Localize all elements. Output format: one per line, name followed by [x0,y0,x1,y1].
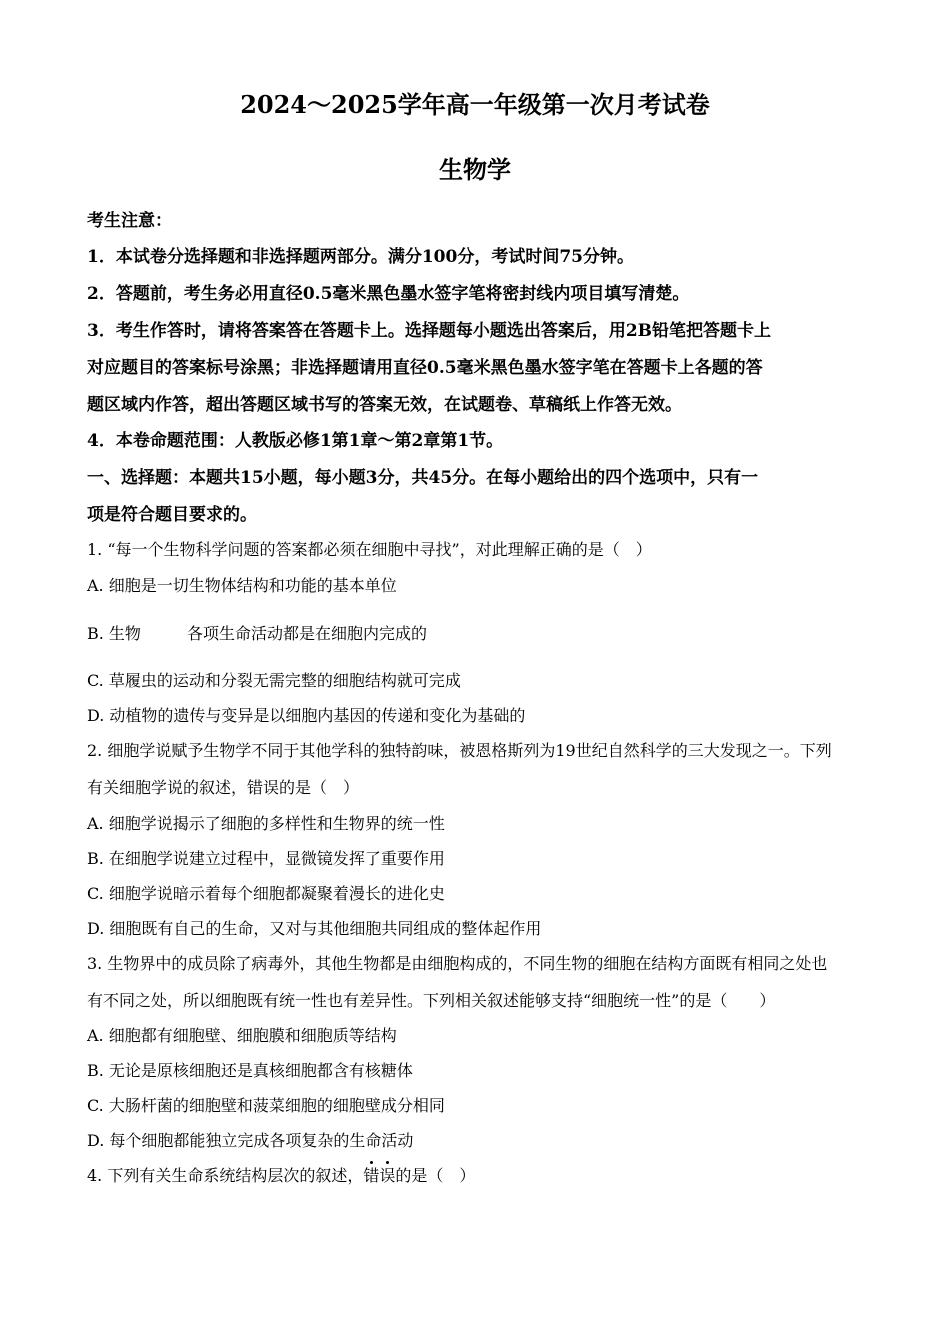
q3-stem-line-2: 有不同之处，所以细胞既有统一性也有差异性。下列相关叙述能够支持“细胞统一性”的是（ ） [87,991,776,1010]
q2-option-a: A. 细胞学说揭示了细胞的多样性和生物界的统一性 [87,814,445,833]
notice-heading: 考生注意： [87,211,172,231]
q1-option-b [87,623,877,645]
subject-title: 生物学 [439,155,511,184]
q2-stem-line-2: 有关细胞学说的叙述，错误的是（ ） [87,778,360,797]
q2-option-c: C. 细胞学说暗示着每个细胞都凝聚着漫长的进化史 [87,884,445,903]
q3-option-d: D. 每个细胞都能独立完成各项复杂的生命活动 [87,1131,414,1150]
section-heading-line-1: 一、选择题：本题共15小题，每小题3分，共45分。在每小题给出的四个选项中，只有一 [87,468,759,488]
q1-option-a: A. 细胞是一切生物体结构和功能的基本单位 [87,576,397,595]
q1-option-b-part-2: 各项生命活动都是在细胞内完成的 [186,624,427,643]
emphasis-dot-char-1: 错 [363,1166,380,1185]
q4-stem [87,1165,877,1187]
notice-item-3-line-1: 3．考生作答时，请将答案答在答题卡上。选择题每小题选出答案后，用2B铅笔把答题卡上 [87,321,772,341]
q1-option-c: C. 草履虫的运动和分裂无需完整的细胞结构就可完成 [87,671,461,690]
notice-item-4: 4．本卷命题范围：人教版必修1第1章～第2章第1节。 [87,431,504,451]
q2-option-d: D. 细胞既有自己的生命，又对与其他细胞共同组成的整体起作用 [87,919,542,938]
notice-item-3-line-3: 题区域内作答，超出答题区域书写的答案无效，在试题卷、草稿纸上作答无效。 [87,395,682,415]
q2-stem-line-1: 2. 细胞学说赋予生物学不同于其他学科的独特韵味，被恩格斯列为19世纪自然科学的三大发现之一。下列 [87,741,832,760]
q1-stem: 1. “每一个生物科学问题的答案都必须在细胞中寻找”，对此理解正确的是（ ） [87,540,652,559]
q2-option-b: B. 在细胞学说建立过程中，显微镜发挥了重要作用 [87,849,445,868]
q4-stem-part-1: 4. 下列有关生命系统结构层次的叙述， [87,1166,364,1185]
q3-option-c: C. 大肠杆菌的细胞壁和菠菜细胞的细胞壁成分相同 [87,1096,445,1115]
q3-stem-line-1: 3. 生物界中的成员除了病毒外，其他生物都是由细胞构成的，不同生物的细胞在结构方面既有相同之处也 [87,954,828,973]
q1-option-b-part-1: B. 生物 [87,624,141,643]
q3-option-b: B. 无论是原核细胞还是真核细胞都含有核糖体 [87,1061,413,1080]
exam-title: 2024～2025学年高一年级第一次月考试卷 [240,90,710,119]
q3-option-a: A. 细胞都有细胞壁、细胞膜和细胞质等结构 [87,1026,397,1045]
notice-item-2: 2．答题前，考生务必用直径0.5毫米黑色墨水签字笔将密封线内项目填写清楚。 [87,284,690,304]
q1-option-d: D. 动植物的遗传与变异是以细胞内基因的传递和变化为基础的 [87,706,526,725]
notice-item-3-line-2: 对应题目的答案标号涂黑；非选择题请用直径0.5毫米黑色墨水签字笔在答题卡上各题的答 [87,358,763,378]
emphasis-dot-char-2: 误 [379,1166,396,1185]
notice-item-1: 1．本试卷分选择题和非选择题两部分。满分100分，考试时间75分钟。 [87,247,634,267]
section-heading-line-2: 项是符合题目要求的。 [87,505,257,525]
q4-stem-part-2: 的是（ ） [395,1166,476,1185]
